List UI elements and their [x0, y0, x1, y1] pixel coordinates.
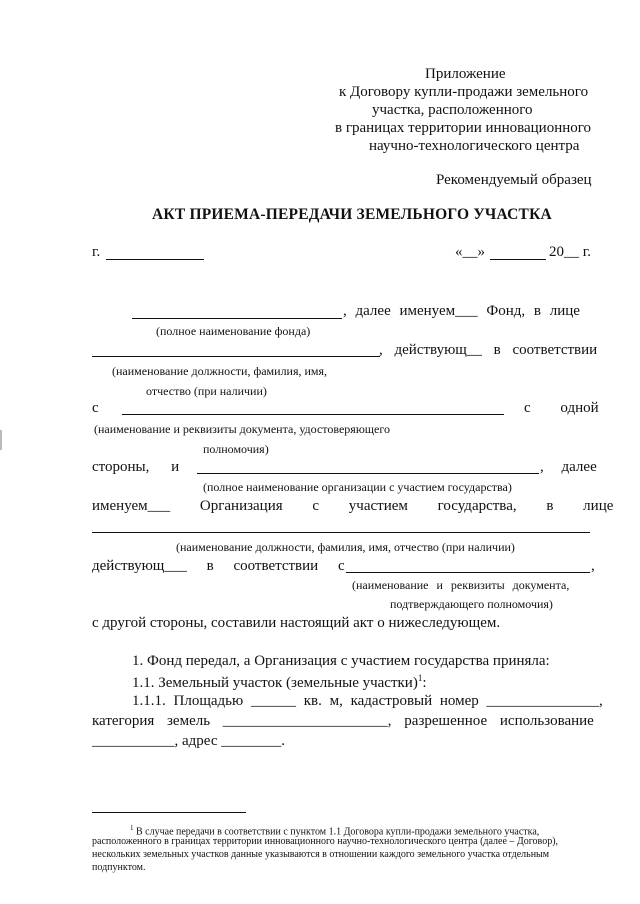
- date-day: «__»: [455, 244, 485, 260]
- caption-organization: (полное наименование организации с участием государства): [203, 480, 512, 494]
- further-text: , далее: [540, 459, 597, 475]
- caption-doc-4: подтверждающего полномочия): [390, 597, 553, 611]
- caption-doc-1: (наименование и реквизиты документа, удостоверяющего: [94, 422, 390, 436]
- clause-1-1: [132, 673, 427, 692]
- named-organization-text: именуем___ Организация с участием государства, в лице: [92, 498, 614, 514]
- with-label: с: [92, 400, 99, 416]
- caption-position-3: (наименование должности, фамилия, имя, отчество (при наличии): [176, 540, 515, 554]
- clause-1-1-colon: :: [422, 675, 427, 691]
- date-month-blank[interactable]: [490, 259, 546, 260]
- header-line-1: Приложение: [425, 66, 506, 82]
- sides-and-text: стороны, и: [92, 459, 180, 475]
- clause-1-1-1-line-2: категория земель ______________________, разрешенное использование: [92, 713, 594, 729]
- document-title: АКТ ПРИЕМА-ПЕРЕДАЧИ ЗЕМЕЛЬНОГО УЧАСТКА: [152, 206, 552, 223]
- caption-doc-3: (наименование и реквизиты документа,: [352, 578, 570, 592]
- comma: ,: [591, 558, 595, 574]
- header-line-4: в границах территории инновационного: [335, 120, 592, 136]
- footnote-text-1: В случае передачи в соответствии с пунктом 1.1 Договора купли-продажи земельного участка,: [136, 826, 540, 838]
- caption-doc-2: полномочия): [203, 442, 269, 456]
- footnote-line-2: расположенного в границах территории инновационного научно-технологического центра (далее – Договор),: [92, 836, 559, 847]
- sample-label: Рекомендуемый образец: [436, 172, 592, 188]
- scan-mark: [0, 430, 2, 450]
- header-line-3: участка, расположенного: [372, 102, 533, 118]
- clause-1-1-1-line-3: ___________, адрес ________.: [92, 733, 285, 749]
- hereinafter-text: , далее именуем___ Фонд, в лице: [343, 303, 580, 319]
- place-blank[interactable]: [106, 259, 204, 260]
- other-side-text: с другой стороны, составили настоящий акт о нижеследующем.: [92, 615, 501, 631]
- org-position-blank[interactable]: [92, 532, 590, 533]
- acting-2-text: действующ___ в соответствии с: [92, 558, 345, 574]
- header-line-5: научно-технологического центра: [369, 138, 580, 154]
- footnote-separator: [92, 812, 246, 813]
- caption-position-1: (наименование должности, фамилия, имя,: [112, 364, 328, 378]
- fund-name-blank[interactable]: [132, 318, 342, 319]
- caption-position-2: отчество (при наличии): [146, 384, 267, 398]
- clause-1: 1. Фонд передал, а Организация с участием государства приняла:: [132, 653, 550, 669]
- position-blank[interactable]: [92, 356, 380, 357]
- org-document-blank[interactable]: [346, 572, 590, 573]
- clause-1-1-1: 1.1.1. Площадью ______ кв. м, кадастровый номер _______________,: [132, 693, 603, 709]
- one-side-text: с одной: [524, 400, 599, 416]
- organization-blank[interactable]: [197, 473, 539, 474]
- place-label: г.: [92, 244, 101, 260]
- date-year: 20__ г.: [549, 244, 591, 260]
- footnote-line-4: подпунктом.: [92, 862, 146, 873]
- document-blank[interactable]: [122, 414, 504, 415]
- clause-1-1-text: 1.1. Земельный участок (земельные участки): [132, 675, 418, 691]
- footnote-line-3: нескольких земельных участков данные указываются в отношении каждого земельного участка отдельным: [92, 849, 550, 860]
- footnote-ref: 1: [417, 673, 423, 683]
- header-line-2: к Договору купли-продажи земельного: [339, 84, 589, 100]
- acting-text: , действующ__ в соответствии: [379, 342, 598, 358]
- caption-fund: (полное наименование фонда): [156, 324, 311, 338]
- footnote-mark: 1: [130, 824, 134, 832]
